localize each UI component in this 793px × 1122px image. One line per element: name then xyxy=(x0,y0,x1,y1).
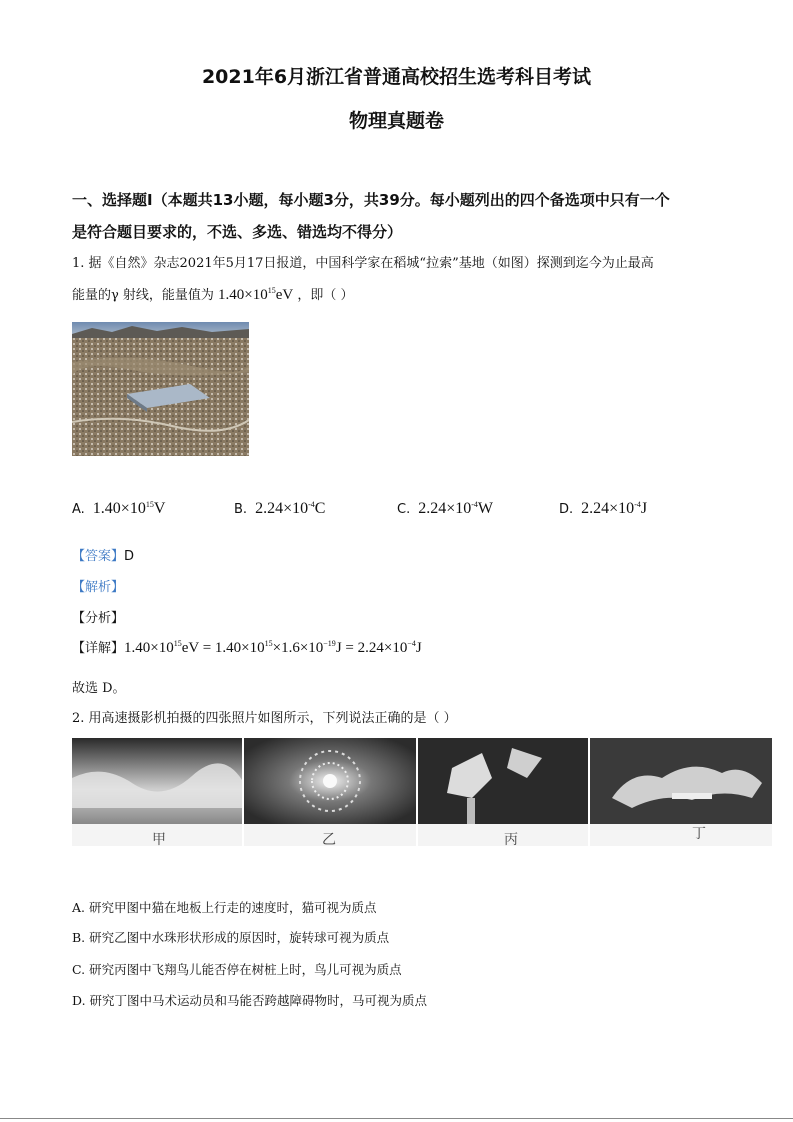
lhaaso-site-photo xyxy=(72,322,249,456)
energy-value: $1.40\times 10^{15}eV$ xyxy=(218,286,294,303)
high-speed-photo-strip xyxy=(72,738,772,846)
question-1-stem xyxy=(72,250,732,309)
question-1-line2: 能量的γ 射线，能量值为 $1.40\times 10^{15}eV$ ，即（ ） xyxy=(72,286,354,303)
q1-option-b[interactable]: B. $2.24\times 10^{-4}C$ xyxy=(234,500,326,517)
q1-option-a[interactable]: A. $1.40\times 10^{15}V$ xyxy=(72,500,166,517)
answer-tag: 【答案】 xyxy=(72,549,125,564)
section-heading-line1: 一、选择题Ⅰ（本题共13小题，每小题3分，共39分。每小题列出的四个备选项中只有一个 xyxy=(72,191,670,209)
q2-option-a[interactable]: A. 研究甲图中猫在地板上行走的速度时，猫可视为质点 xyxy=(72,900,377,915)
answer-value: D xyxy=(124,549,135,564)
photo-bing xyxy=(418,738,588,846)
detail-line: 【详解】$1.40\times 10^{15}eV = 1.40\times 10^{15}\times 1.6\times 10^{-19}J = 2.24\times 10^{-4}J$ xyxy=(72,639,422,656)
section-heading-line2: 是符合题目要求的，不选、多选、错选均不得分） xyxy=(72,223,403,241)
conclusion: 故选 D。 xyxy=(72,681,126,696)
q1-option-c[interactable]: C. $2.24\times 10^{-4}W$ xyxy=(397,500,494,517)
page-bottom-rule xyxy=(0,1118,793,1119)
question-1-line1: 1. 据《自然》杂志2021年5月17日报道，中国科学家在稻城“拉索”基地（如图）探测到迄今为止最高 xyxy=(72,256,654,271)
photo-jia xyxy=(72,738,242,846)
answer-line xyxy=(72,545,134,564)
fenxi-tag: 【分析】 xyxy=(72,611,125,626)
photo-ding xyxy=(590,738,772,846)
exam-subtitle: 物理真题卷 xyxy=(348,110,444,132)
q1-option-d[interactable]: D. $2.24\times 10^{-4}J$ xyxy=(559,500,648,517)
photo-yi xyxy=(244,738,416,846)
photo-label-yi: 乙 xyxy=(322,832,336,846)
q2-option-b[interactable]: B. 研究乙图中水珠形状形成的原因时，旋转球可视为质点 xyxy=(72,930,390,945)
exam-title: 2021年6月浙江省普通高校招生选考科目考试 xyxy=(201,66,592,88)
photo-label-ding: 丁 xyxy=(692,826,706,842)
q2-option-c[interactable]: C. 研究丙图中飞翔鸟儿能否停在树桩上时，鸟儿可视为质点 xyxy=(72,962,402,977)
analysis-tag: 【解析】 xyxy=(72,580,125,595)
section-heading xyxy=(72,184,732,248)
photo-label-bing: 丙 xyxy=(504,832,518,846)
question-2-stem: 2. 用高速摄影机拍摄的四张照片如图所示，下列说法正确的是（ ） xyxy=(72,711,457,726)
q2-option-d[interactable]: D. 研究丁图中马术运动员和马能否跨越障碍物时，马可视为质点 xyxy=(72,993,428,1008)
photo-label-jia: 甲 xyxy=(152,832,166,846)
